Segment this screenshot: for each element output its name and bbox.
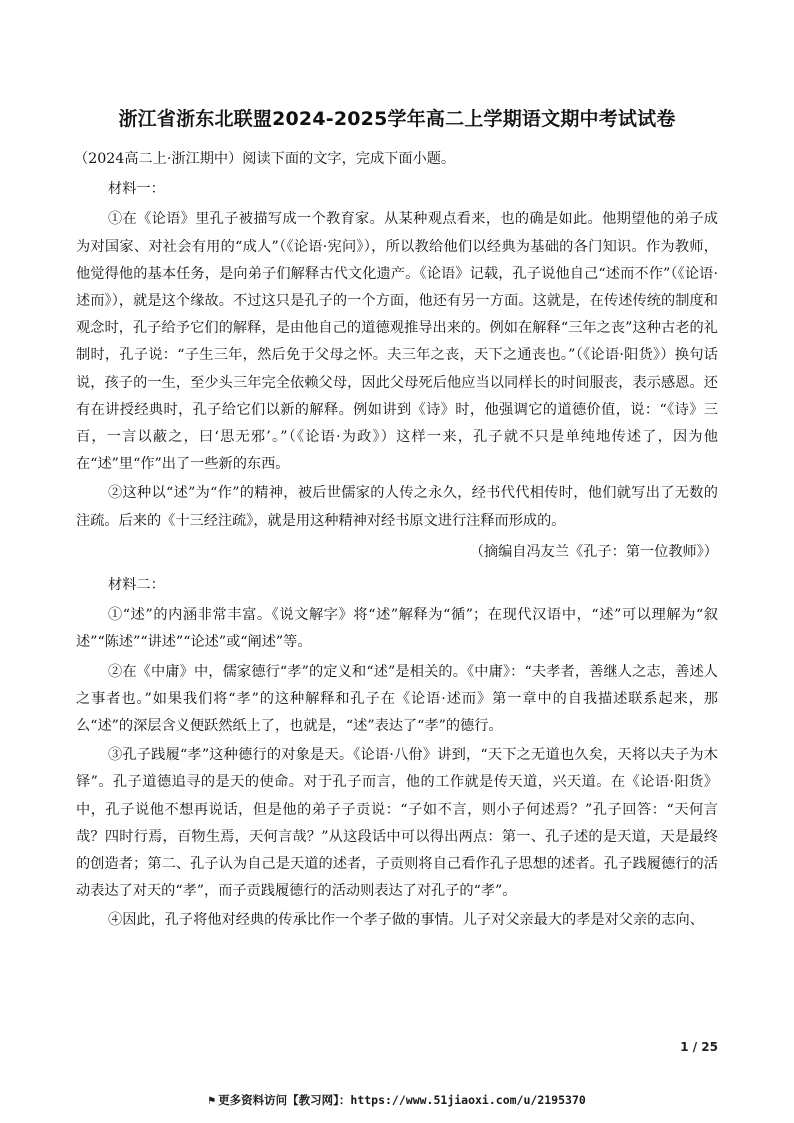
material-2-label: 材料二： bbox=[108, 577, 165, 594]
material-2-paragraph-2: ②在《中庸》中，儒家德行“孝”的定义和“述”是相关的。《中庸》：“夫孝者，善继人之志，善述人之事者也。”如果我们将“孝”的这种解释和孔子在《论语·述而》第一章中的自我描述联系起来，那么“述”的深层含义便跃然纸上了，也就是，“述”表达了“孝”的德行。 bbox=[76, 663, 718, 735]
flag-icon: ⚑ bbox=[208, 1093, 216, 1107]
page-number: 1 / 25 bbox=[680, 1040, 718, 1054]
material-1-source: （摘编自冯友兰《孔子：第一位教师》） bbox=[469, 543, 718, 560]
document-body bbox=[76, 146, 718, 935]
material-2-paragraph-1: ①“述”的内涵非常丰富。《说文解字》将“述”解释为“循”；在现代汉语中，“述”可以理解为“叙述”“陈述”“讲述”“论述”或“阐述”等。 bbox=[76, 607, 718, 651]
material-2-paragraph-4: ④因此，孔子将他对经典的传承比作一个孝子做的事情。儿子对父亲最大的孝是对父亲的志向、 bbox=[108, 912, 704, 929]
material-1-paragraph-1: ①在《论语》里孔子被描写成一个教育家。从某种观点看来，也的确是如此。他期望他的弟子成为对国家、对社会有用的“成人”（《论语·宪问》），所以教给他们以经典为基础的各门知识。作为教师，他觉得他的基本任务，是向弟子们解释古代文化遗产。《论语》记载，孔子说他自己“述而不作”（《论语·述而》），就是这个缘故。不过这只是孔子的一个方面，他还有另一方面。这就是，在传述传统的制度和观念时，孔子给予它们的解释，是由他自己的道德观推导出来的。例如在解释“三年之丧”这种古老的礼制时，孔子说：“子生三年，然后免于父母之怀。夫三年之丧，天下之通丧也。”（《论语·阳货》）换句话说，孩子的一生，至少头三年完全依赖父母，因此父母死后他应当以同样长的时间服丧，表示感恩。还有在讲授经典时，孔子给它们以新的解释。例如讲到《诗》时，他强调它的道德价值，说：“《诗》三百，一言以蔽之，曰‘思无邪’。”（《论语·为政》）这样一来，孔子就不只是单纯地传述了，因为他在“述”里“作”出了一些新的东西。 bbox=[76, 211, 718, 473]
footer-banner[interactable] bbox=[0, 1092, 794, 1108]
material-1-label: 材料一： bbox=[108, 181, 165, 198]
material-2-paragraph-3: ③孔子践履“孝”这种德行的对象是天。《论语·八佾》讲到，“天下之无道也久矣，天将以夫子为木铎”。孔子道德追寻的是天的使命。对于孔子而言，他的工作就是传天道，兴天道。在《论语·阳货》中，孔子说他不想再说话，但是他的弟子子贡说：“子如不言，则小子何述焉？”孔子回答：“天何言哉？四时行焉，百物生焉，天何言哉？”从这段话中可以得出两点：第一、孔子述的是天道，天是最终的创造者；第二、孔子认为自己是天道的述者，子贡则将自己看作孔子思想的述者。孔子践履德行的活动表达了对天的“孝”，而子贡践履德行的活动则表达了对孔子的“孝”。 bbox=[76, 747, 718, 900]
footer-link-text[interactable]: 更多资料访问【教习网】：https://www.51jiaoxi.com/u/2195370 bbox=[218, 1093, 586, 1107]
page-title: 浙江省浙东北联盟2024-2025学年高二上学期语文期中考试试卷 bbox=[118, 108, 676, 130]
question-intro: （2024高二上·浙江期中）阅读下面的文字，完成下面小题。 bbox=[74, 151, 456, 167]
material-1-paragraph-2: ②这种以“述”为“作”的精神，被后世儒家的人传之永久，经书代代相传时，他们就写出了无数的注疏。后来的《十三经注疏》，就是用这种精神对经书原文进行注释而形成的。 bbox=[76, 485, 718, 529]
